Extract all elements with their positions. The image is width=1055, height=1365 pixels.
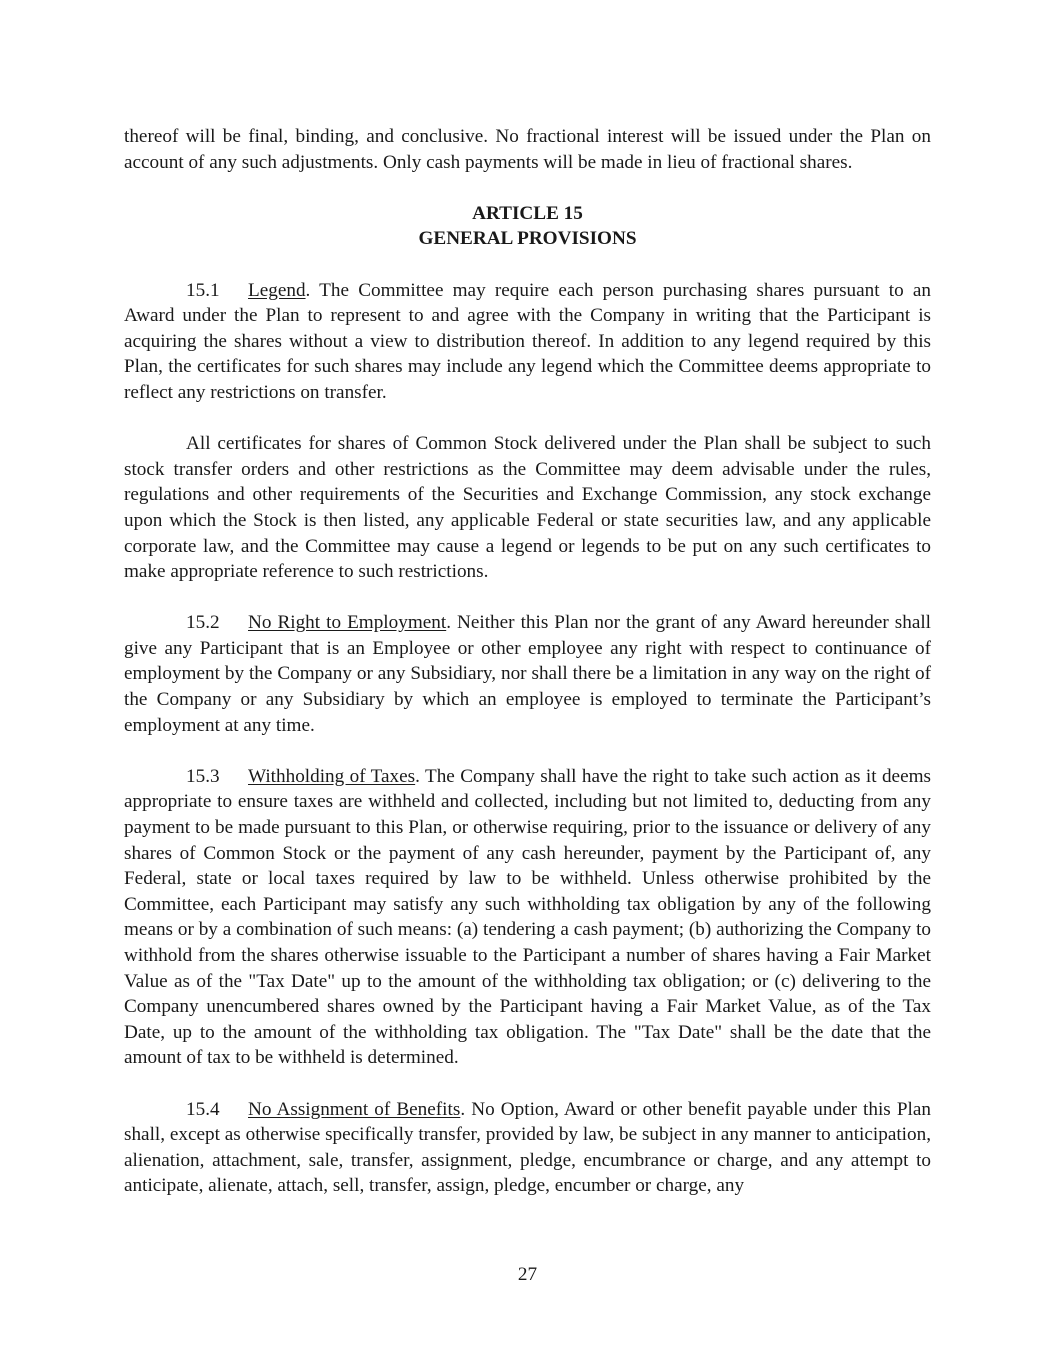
section-15-2 <box>124 610 931 738</box>
continuation-paragraph: thereof will be final, binding, and conclusive. No fractional interest will be issued under the Plan on account of any such adjustments. Only cash payments will be made in lieu of fractional shares. <box>124 126 931 173</box>
article-title: GENERAL PROVISIONS <box>418 228 637 250</box>
document-page <box>124 124 931 1199</box>
section-body: . Neither this Plan nor the grant of any Award hereunder shall give any Participant that is an Employee or other employee any right with respect to continuance of employment by the Company or any Subsidiary, nor shall there be a limitation in any way on the right of the Company or any Subsidiary by which an employee is employed to terminate the Participant’s employment at any time. <box>124 612 931 736</box>
section-body: . The Company shall have the right to take such action as it deems appropriate to ensure taxes are withheld and collected, including but not limited to, deducting from any payment to be made pursuant to this Plan, or otherwise requiring, prior to the issuance or delivery of any shares of Common Stock or the payment of any cash hereunder, payment by the Participant of, any Federal, state or local taxes required by law to be withheld. Unless otherwise prohibited by the Committee, each Participant may satisfy any such withholding tax obligation by any of the following means or by a combination of such means: (a) tendering a cash payment; (b) authorizing the Company to withhold from the shares otherwise issuable to the Participant a number of shares having a Fair Market Value as of the "Tax Date" up to the amount of the withholding tax obligation; or (c) delivering to the Company unencumbered shares owned by the Participant having a Fair Market Value, as of the Tax Date, up to the amount of the withholding tax obligation. The "Tax Date" shall be the date that the amount of tax to be withheld is determined. <box>124 765 931 1069</box>
section-number: 15.4 <box>186 1098 220 1120</box>
section-number: 15.1 <box>186 279 220 301</box>
section-15-3 <box>124 764 931 1071</box>
section-body: . No Option, Award or other benefit payable under this Plan shall, except as otherwise specifically transfer, provided by law, be subject in any manner to anticipation, alienation, attachment, sale, transfer, assignment, pledge, encumbrance or charge, and any attempt to anticipate, alienate, attach, sell, transfer, assign, pledge, encumber or charge, any <box>124 1098 931 1197</box>
section-number: 15.2 <box>186 612 220 634</box>
section-heading: Withholding of Taxes <box>248 765 416 787</box>
section-number: 15.3 <box>186 765 220 787</box>
section-heading: Legend <box>248 279 306 301</box>
article-number: ARTICLE 15 <box>472 202 583 224</box>
section-15-1 <box>124 278 931 406</box>
section-15-4 <box>124 1097 931 1199</box>
page-number: 27 <box>517 1264 538 1285</box>
article-heading <box>124 201 931 252</box>
section-15-1-continued: All certificates for shares of Common Stock delivered under the Plan shall be subject to such stock transfer orders and other restrictions as the Committee may deem advisable under the rules, regulations and other requirements of the Securities and Exchange Commission, any stock exchange upon which the Stock is then listed, any applicable Federal or state securities law, and any applicable corporate law, and the Committee may cause a legend or legends to be put on any such certificates to make appropriate reference to such restrictions. <box>124 433 931 583</box>
section-heading: No Right to Employment <box>248 612 447 634</box>
section-heading: No Assignment of Benefits <box>248 1098 461 1120</box>
section-body: . The Committee may require each person purchasing shares pursuant to an Award under the Plan to represent to and agree with the Company in writing that the Participant is acquiring the shares without a view to distribution thereof. In addition to any legend required by this Plan, the certificates for such shares may include any legend which the Committee deems appropriate to reflect any restrictions on transfer. <box>124 279 931 403</box>
